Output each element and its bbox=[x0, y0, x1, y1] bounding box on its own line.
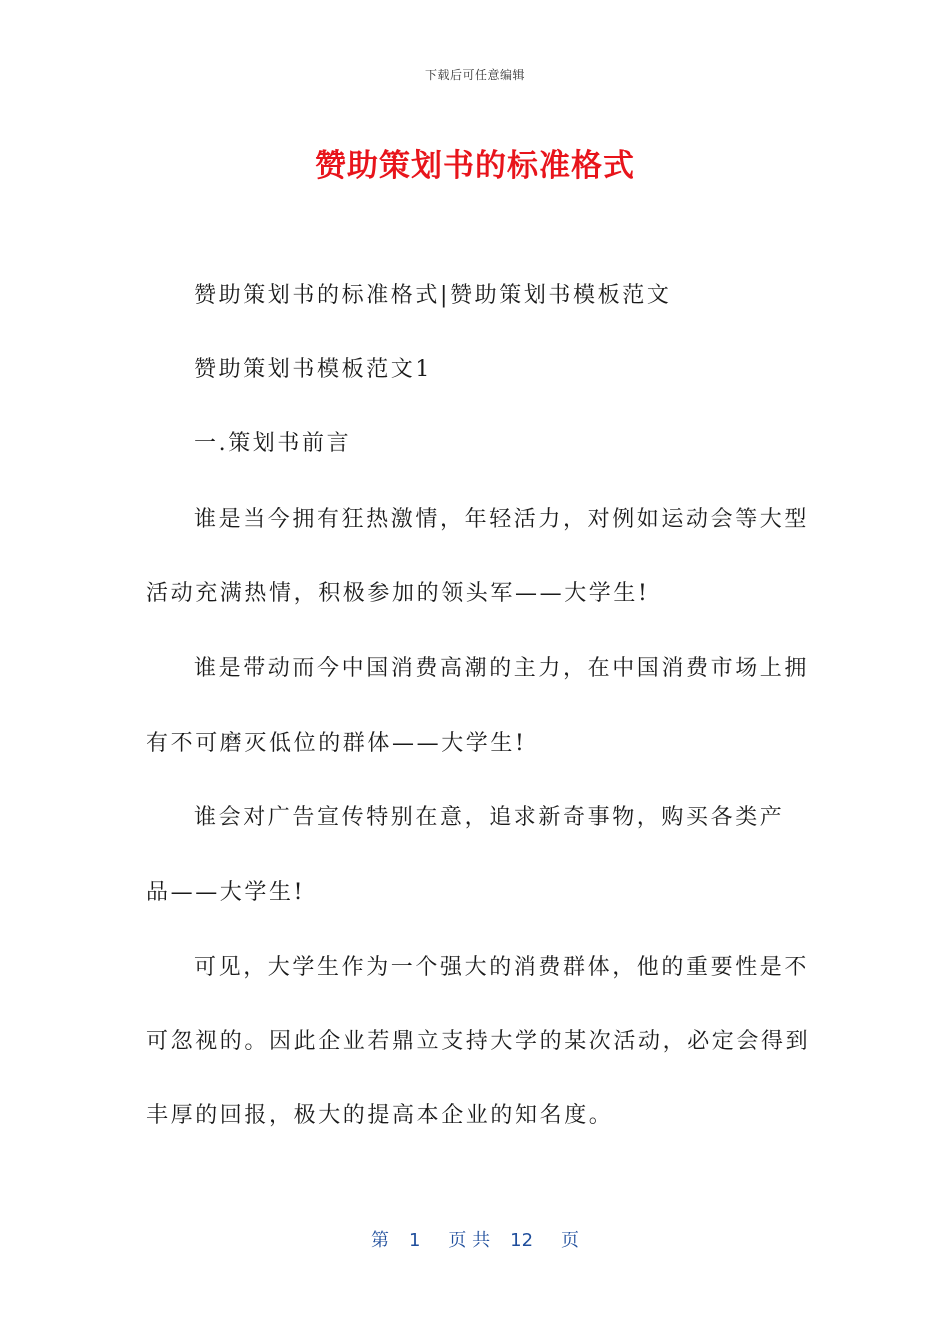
paragraph-line: 谁会对广告宣传特别在意，追求新奇事物，购买各类产 bbox=[194, 805, 785, 830]
section-heading: 一.策划书前言 bbox=[194, 431, 352, 456]
paragraph-line: 丰厚的回报，极大的提高本企业的知名度。 bbox=[146, 1103, 614, 1128]
paragraph-line: 有不可磨灭低位的群体——大学生! bbox=[146, 731, 527, 756]
footer-suffix: 页 bbox=[561, 1230, 580, 1251]
header-note: 下载后可任意编辑 bbox=[424, 68, 525, 82]
paragraph-line: 品——大学生! bbox=[146, 880, 306, 905]
total-page-count: 12 bbox=[510, 1230, 534, 1251]
document-title: 赞助策划书的标准格式 bbox=[315, 148, 635, 184]
current-page-number: 1 bbox=[408, 1230, 421, 1251]
paragraph-line: 谁是带动而今中国消费高潮的主力，在中国消费市场上拥 bbox=[194, 656, 810, 681]
footer-prefix: 第 bbox=[370, 1230, 389, 1251]
footer-middle: 页 共 bbox=[448, 1230, 491, 1251]
page-footer bbox=[0, 1226, 950, 1252]
paragraph-line: 谁是当今拥有狂热激情，年轻活力，对例如运动会等大型 bbox=[194, 507, 810, 532]
paragraph-line: 可见，大学生作为一个强大的消费群体，他的重要性是不 bbox=[194, 955, 810, 980]
paragraph-line: 赞助策划书的标准格式|赞助策划书模板范文 bbox=[194, 283, 672, 308]
paragraph-line: 赞助策划书模板范文1 bbox=[194, 357, 432, 382]
paragraph-line: 活动充满热情，积极参加的领头军——大学生! bbox=[146, 581, 650, 606]
paragraph-line: 可忽视的。因此企业若鼎立支持大学的某次活动，必定会得到 bbox=[146, 1029, 811, 1054]
